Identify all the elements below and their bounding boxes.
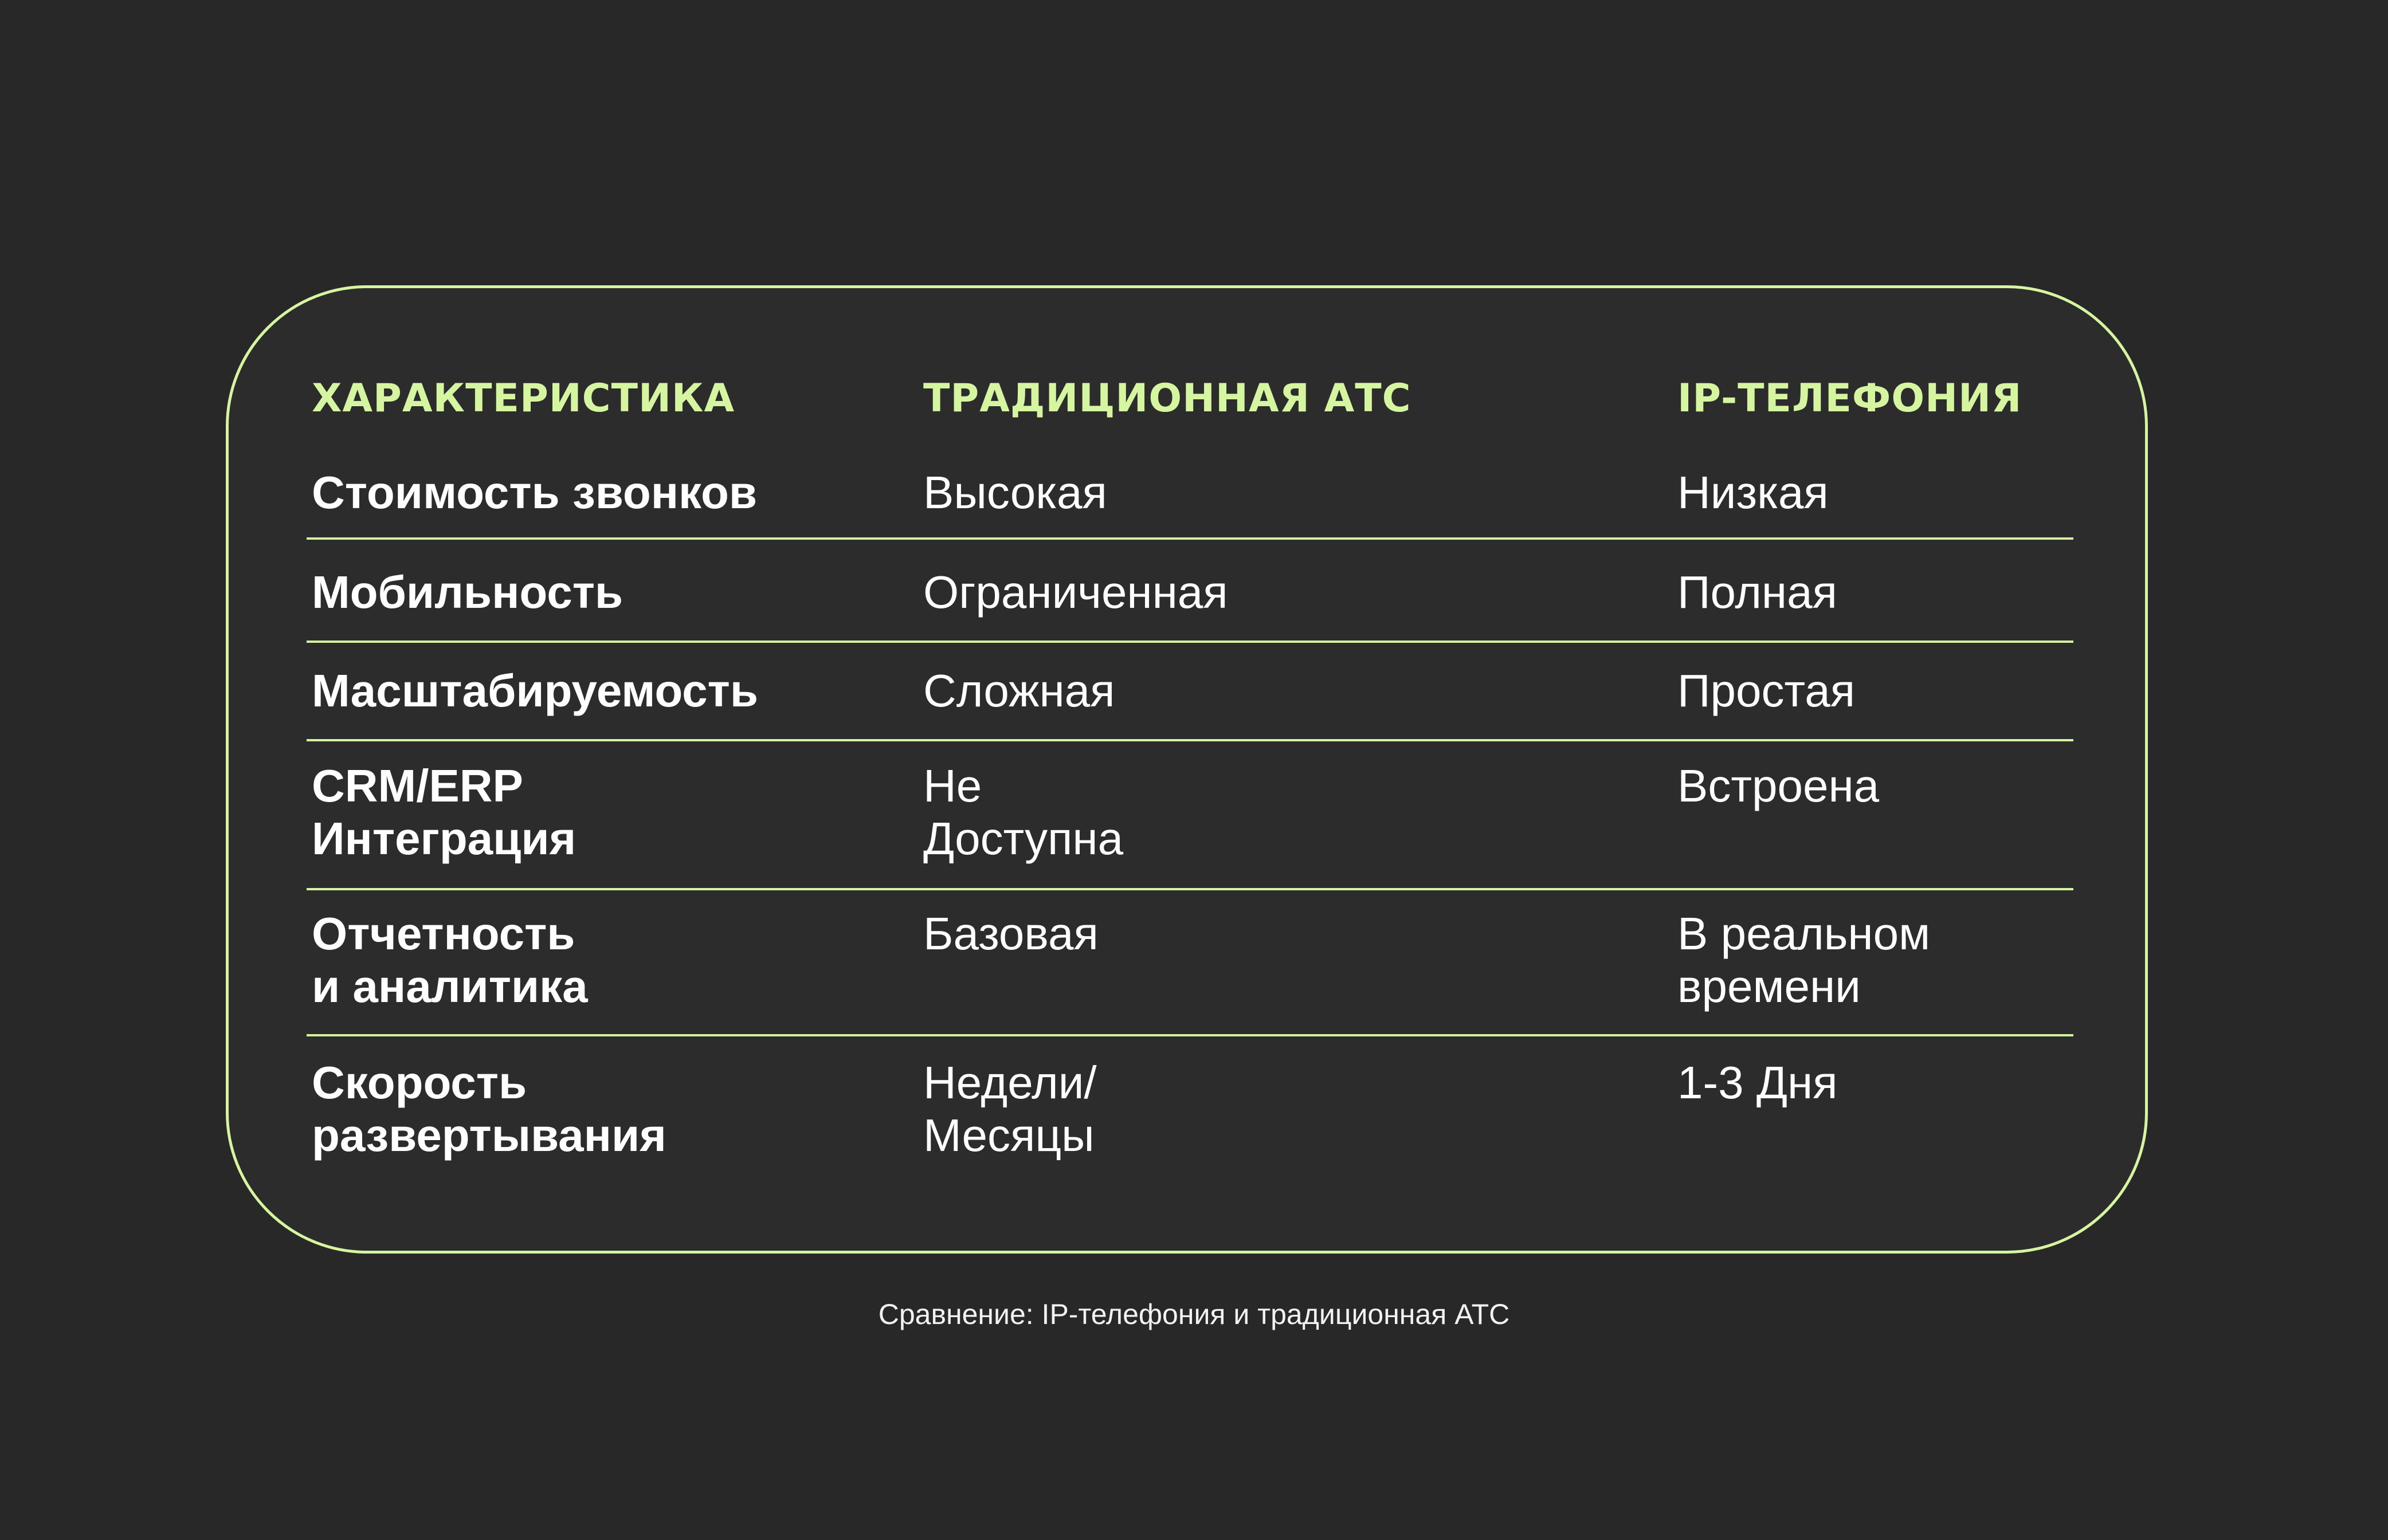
row-value-traditional-mobility: Ограниченная (923, 567, 1228, 618)
row-value-traditional-call-cost: Высокая (923, 467, 1107, 518)
row-label-mobility: Мобильность (312, 567, 624, 618)
row-label-crm-erp-integration: CRM/ERP Интеграция (312, 760, 577, 864)
row-label-call-cost: Стоимость звонков (312, 467, 758, 518)
row-divider (307, 1034, 2073, 1036)
figure-caption: Сравнение: IP-телефония и традиционная АТС (878, 1298, 1510, 1330)
row-divider (307, 641, 2073, 643)
row-label-scalability: Масштабируемость (312, 665, 759, 716)
row-value-ip-deployment: 1-3 Дня (1677, 1057, 1838, 1108)
row-label-deployment-speed: Скорость развертывания (312, 1057, 666, 1161)
row-value-traditional-reporting: Базовая (923, 908, 1099, 959)
row-divider (307, 888, 2073, 890)
row-value-ip-mobility: Полная (1677, 567, 1837, 618)
row-value-ip-scalability: Простая (1677, 665, 1856, 716)
row-divider (307, 537, 2073, 540)
column-header-traditional-pbx: ТРАДИЦИОННАЯ АТС (923, 376, 1411, 421)
row-divider (307, 739, 2073, 741)
row-value-ip-integration: Встроена (1677, 760, 1880, 811)
column-header-ip-telephony: IP-ТЕЛЕФОНИЯ (1677, 376, 2022, 421)
row-value-traditional-scalability: Сложная (923, 665, 1115, 716)
row-label-reporting-analytics: Отчетность и аналитика (312, 908, 588, 1012)
row-value-ip-reporting: В реальном времени (1677, 908, 1931, 1012)
row-value-ip-call-cost: Низкая (1677, 467, 1829, 518)
row-value-traditional-deployment: Недели/ Месяцы (923, 1057, 1097, 1161)
column-header-characteristic: ХАРАКТЕРИСТИКА (312, 376, 735, 421)
row-value-traditional-integration: Не Доступна (923, 760, 1124, 864)
